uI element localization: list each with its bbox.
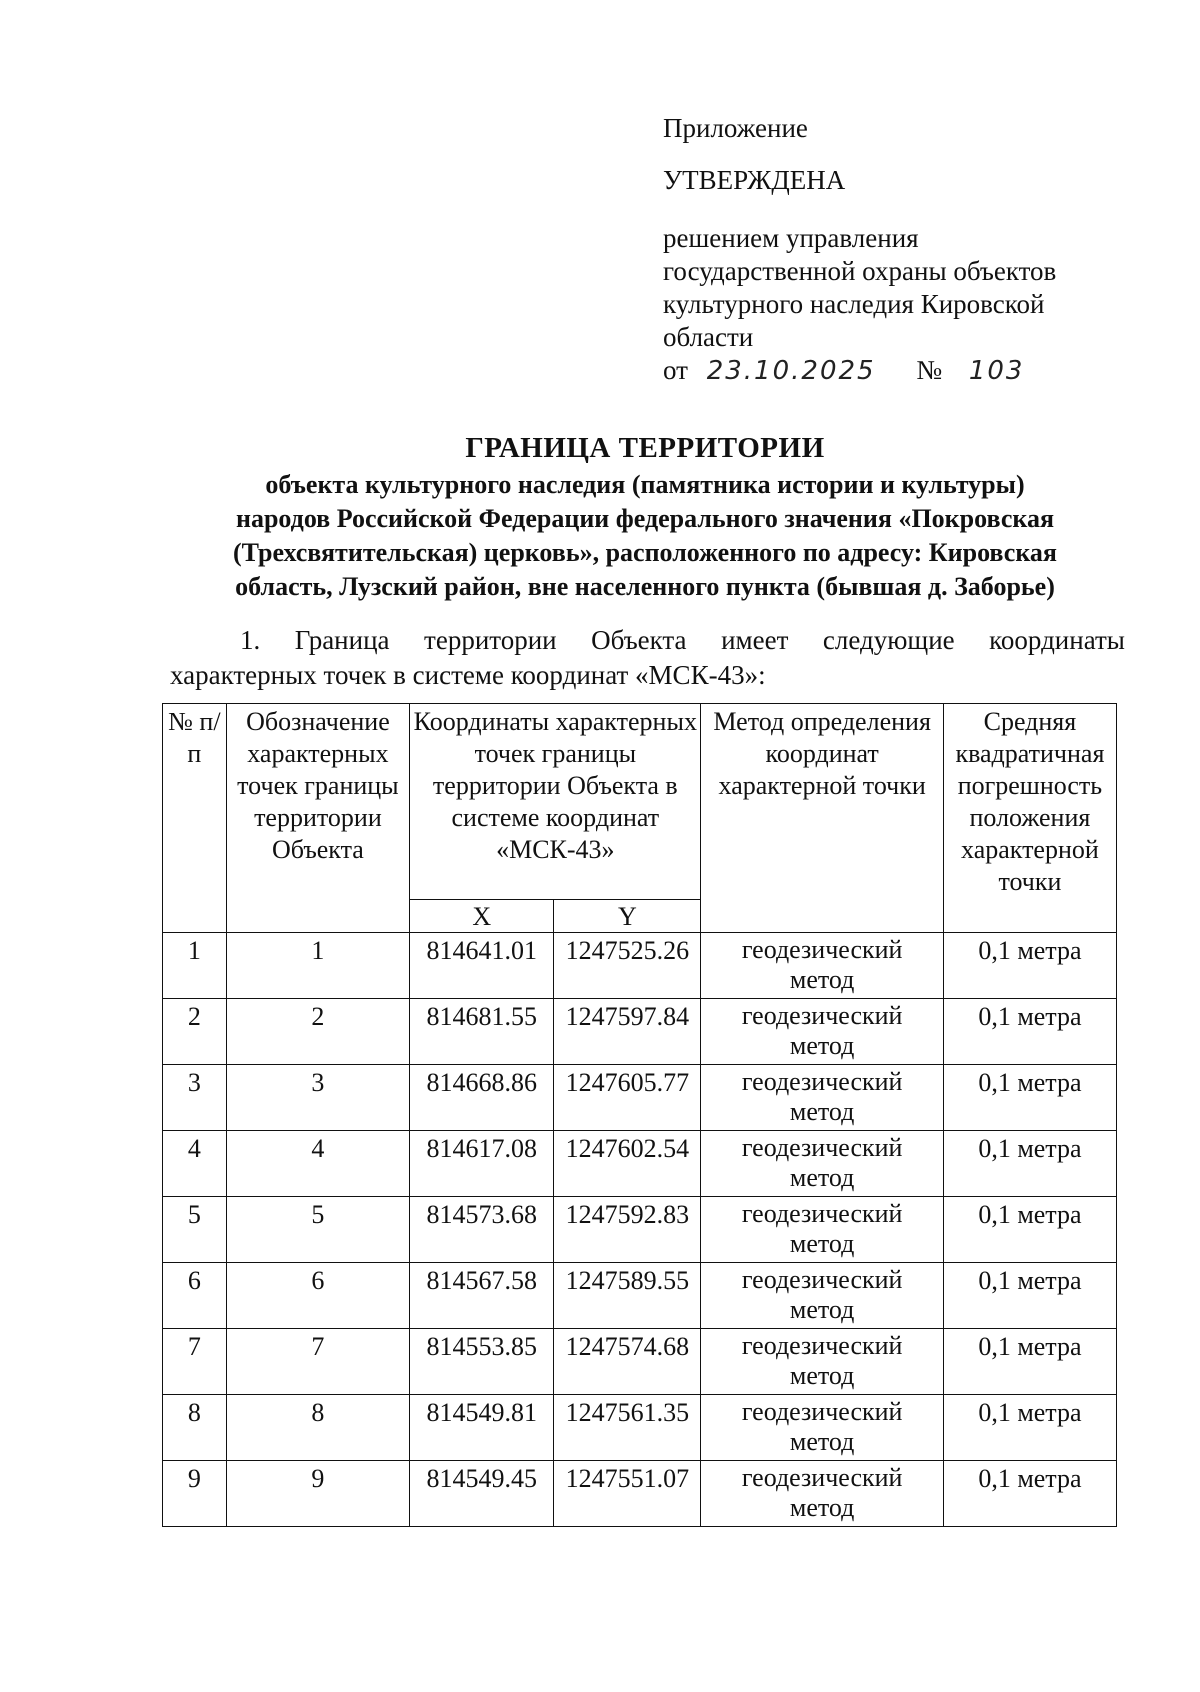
decision-date-line: [663, 354, 1143, 388]
intro-word: Граница: [294, 625, 390, 655]
cell-point: 6: [226, 1263, 410, 1329]
cell-method: [701, 1197, 943, 1263]
cell-num: 9: [163, 1461, 227, 1527]
method-line-2: метод: [789, 1361, 855, 1390]
cell-num: 4: [163, 1131, 227, 1197]
cell-x: 814681.55: [410, 999, 554, 1065]
cell-point: 7: [226, 1329, 410, 1395]
cell-point: 8: [226, 1395, 410, 1461]
method-line-2: метод: [789, 1493, 855, 1522]
table-row: [163, 999, 1117, 1065]
table-row: [163, 1065, 1117, 1131]
decision-date: 23.10.2025: [706, 356, 876, 386]
method-line-2: метод: [789, 965, 855, 994]
cell-error: 0,1 метра: [943, 999, 1116, 1065]
intro-line-1: [170, 623, 1125, 658]
cell-y: 1247592.83: [554, 1197, 701, 1263]
intro-word: Объекта: [591, 625, 687, 655]
appendix-label: Приложение: [663, 113, 808, 143]
cell-num: 8: [163, 1395, 227, 1461]
cell-error: 0,1 метра: [943, 1197, 1116, 1263]
table-row: [163, 1131, 1117, 1197]
intro-word: следующие: [822, 625, 955, 655]
cell-point: 3: [226, 1065, 410, 1131]
cell-method: [701, 1461, 943, 1527]
cell-point: 5: [226, 1197, 410, 1263]
header-designation: Обозначение характерных точек границы территории Объекта: [226, 704, 410, 933]
method-line-1: геодезический: [741, 1265, 903, 1294]
cell-num: 5: [163, 1197, 227, 1263]
method-line-2: метод: [789, 1295, 855, 1324]
cell-method: [701, 1065, 943, 1131]
cell-point: 1: [226, 933, 410, 999]
decision-line-3: культурного наследия Кировской: [663, 289, 1045, 319]
table-row: [163, 1461, 1117, 1527]
intro-word: имеет: [721, 625, 789, 655]
cell-y: 1247597.84: [554, 999, 701, 1065]
title-sub-line-1: объекта культурного наследия (памятника истории и культуры): [265, 470, 1025, 499]
intro-word: территории: [424, 625, 557, 655]
cell-error: 0,1 метра: [943, 1461, 1116, 1527]
cell-y: 1247525.26: [554, 933, 701, 999]
cell-num: 3: [163, 1065, 227, 1131]
table-row: [163, 933, 1117, 999]
table-row: [163, 1197, 1117, 1263]
cell-point: 4: [226, 1131, 410, 1197]
cell-method: [701, 1131, 943, 1197]
method-line-2: метод: [789, 1163, 855, 1192]
cell-x: 814668.86: [410, 1065, 554, 1131]
cell-x: 814567.58: [410, 1263, 554, 1329]
title-sub-line-4: область, Лузский район, вне населенного пункта (бывшая д. Заборье): [235, 572, 1055, 601]
cell-x: 814617.08: [410, 1131, 554, 1197]
title-sub-line-3: (Трехсвятительская) церковь», расположенного по адресу: Кировская: [233, 538, 1057, 567]
table-row: [163, 1395, 1117, 1461]
cell-method: [701, 1329, 943, 1395]
cell-y: 1247561.35: [554, 1395, 701, 1461]
method-line-1: геодезический: [741, 935, 903, 964]
decision-line-4: области: [663, 322, 754, 352]
header-num: № п/п: [163, 704, 227, 933]
cell-num: 1: [163, 933, 227, 999]
method-line-2: метод: [789, 1229, 855, 1258]
header-y: Y: [554, 900, 701, 933]
cell-x: 814549.45: [410, 1461, 554, 1527]
number-sign: №: [916, 355, 943, 385]
method-line-1: геодезический: [741, 1331, 903, 1360]
title-sub-line-2: народов Российской Федерации федерального значения «Покровская: [235, 504, 1055, 533]
cell-method: [701, 933, 943, 999]
approved-label: УТВЕРЖДЕНА: [663, 165, 846, 195]
cell-y: 1247551.07: [554, 1461, 701, 1527]
decision-line-1: решением управления: [663, 223, 919, 253]
cell-point: 9: [226, 1461, 410, 1527]
cell-y: 1247589.55: [554, 1263, 701, 1329]
header-method: Метод определения координат характерной точки: [701, 704, 943, 933]
table-row: [163, 1329, 1117, 1395]
coordinates-table: [162, 703, 1117, 1527]
cell-error: 0,1 метра: [943, 1263, 1116, 1329]
cell-error: 0,1 метра: [943, 933, 1116, 999]
header-error: Средняя квадратичная погрешность положения характерной точки: [943, 704, 1116, 933]
cell-error: 0,1 метра: [943, 1329, 1116, 1395]
intro-paragraph: [170, 623, 1125, 693]
decision-line-2: государственной охраны объектов: [663, 256, 1057, 286]
cell-x: 814573.68: [410, 1197, 554, 1263]
method-line-1: геодезический: [741, 1199, 903, 1228]
cell-point: 2: [226, 999, 410, 1065]
cell-error: 0,1 метра: [943, 1131, 1116, 1197]
date-prefix: от: [663, 355, 688, 385]
document-title: [150, 430, 1140, 604]
cell-y: 1247574.68: [554, 1329, 701, 1395]
cell-num: 2: [163, 999, 227, 1065]
intro-line-2: характерных точек в системе координат «МСК-43»:: [170, 660, 766, 690]
cell-num: 7: [163, 1329, 227, 1395]
header-coordinates: Координаты характерных точек границы территории Объекта в системе координат «МСК-43»: [410, 704, 701, 900]
cell-x: 814641.01: [410, 933, 554, 999]
method-line-1: геодезический: [741, 1001, 903, 1030]
decision-number: 103: [968, 356, 1025, 386]
cell-method: [701, 1395, 943, 1461]
cell-y: 1247602.54: [554, 1131, 701, 1197]
method-line-2: метод: [789, 1097, 855, 1126]
title-subtitle: [150, 468, 1140, 604]
cell-y: 1247605.77: [554, 1065, 701, 1131]
header-x: X: [410, 900, 554, 933]
method-line-2: метод: [789, 1427, 855, 1456]
title-main: ГРАНИЦА ТЕРРИТОРИИ: [465, 432, 825, 464]
cell-method: [701, 999, 943, 1065]
intro-word: координаты: [989, 625, 1125, 655]
method-line-1: геодезический: [741, 1067, 903, 1096]
approval-block: [663, 112, 1143, 388]
table-row: [163, 1263, 1117, 1329]
intro-word: 1.: [240, 625, 261, 655]
cell-method: [701, 1263, 943, 1329]
method-line-1: геодезический: [741, 1397, 903, 1426]
table-header-row: [163, 704, 1117, 900]
cell-error: 0,1 метра: [943, 1065, 1116, 1131]
cell-error: 0,1 метра: [943, 1395, 1116, 1461]
method-line-1: геодезический: [741, 1463, 903, 1492]
cell-x: 814553.85: [410, 1329, 554, 1395]
method-line-2: метод: [789, 1031, 855, 1060]
cell-x: 814549.81: [410, 1395, 554, 1461]
cell-num: 6: [163, 1263, 227, 1329]
method-line-1: геодезический: [741, 1133, 903, 1162]
